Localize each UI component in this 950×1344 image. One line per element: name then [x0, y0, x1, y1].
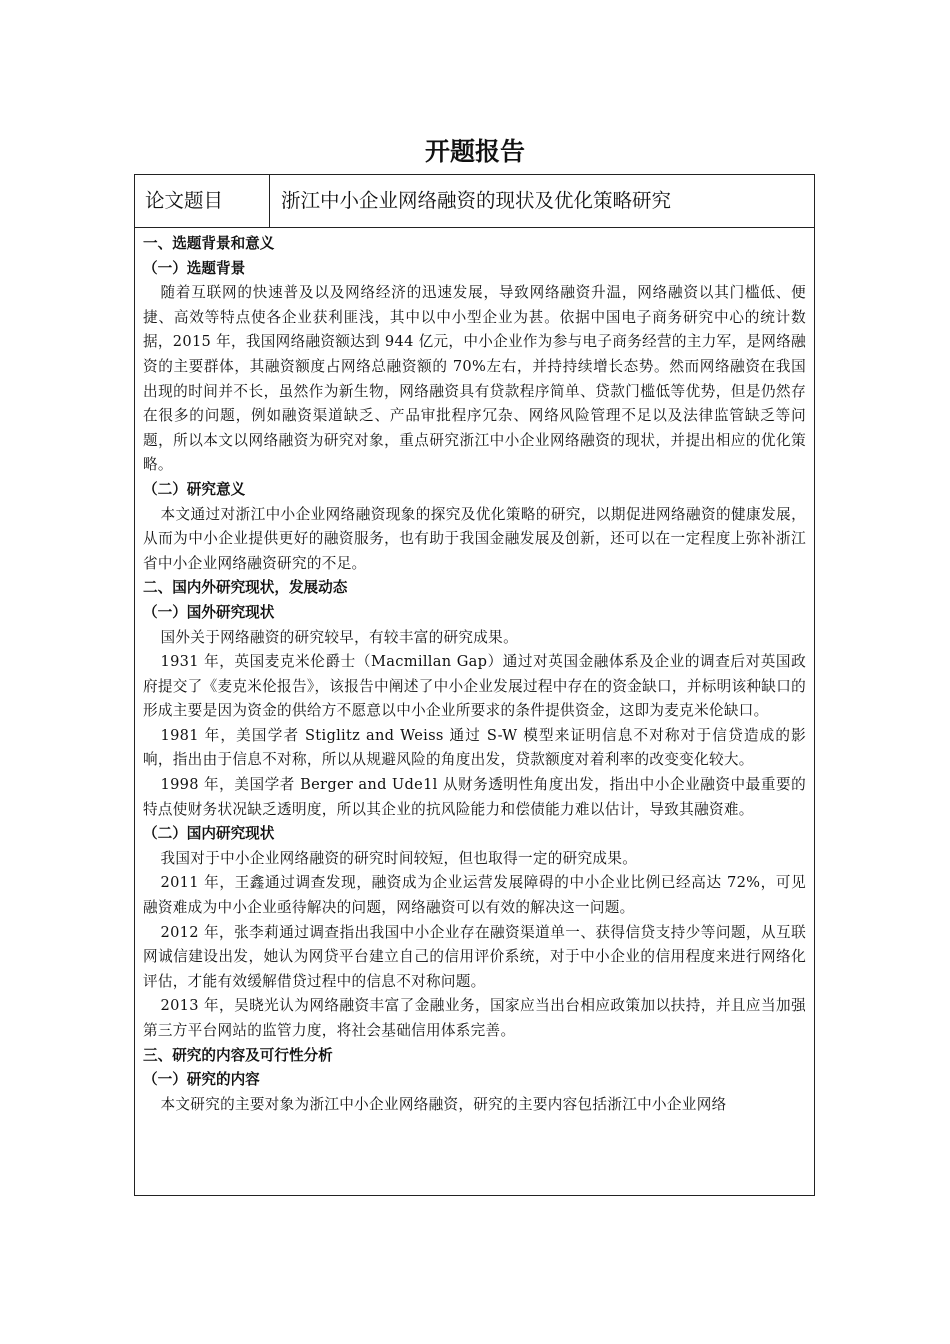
subsection-heading-foreign-research: （一）国外研究现状 [143, 603, 275, 621]
topic-row [135, 175, 814, 228]
document-title: 开题报告 [424, 137, 525, 166]
subsection-heading-background: （一）选题背景 [143, 259, 246, 277]
report-body [135, 228, 814, 1117]
subsection-heading-significance: （二）研究意义 [143, 480, 246, 498]
paragraph: 本文通过对浙江中小企业网络融资现象的探究及优化策略的研究，以期促进网络融资的健康发展，从而为中小企业提供更好的融资服务，也有助于我国金融发展及创新，还可以在一定程度上弥补浙江省中小企业网络融资研究的不足。 [143, 505, 806, 572]
paragraph: 1981 年，美国学者 Stiglitz and Weiss 通过 S-W 模型来证明信息不对称对于信贷造成的影响，指出由于信息不对称，所以从规避风险的角度出发，贷款额度对着利率的改变变化较大。 [143, 726, 806, 769]
paragraph: 2013 年，吴晓光认为网络融资丰富了金融业务，国家应当出台相应政策加以扶持，并且应当加强第三方平台网站的监管力度，将社会基础信用体系完善。 [143, 997, 806, 1039]
topic-value: 浙江中小企业网络融资的现状及优化策略研究 [281, 189, 672, 212]
paragraph: 国外关于网络融资的研究较早，有较丰富的研究成果。 [160, 628, 518, 646]
section-heading-content-feasibility: 三、研究的内容及可行性分析 [143, 1046, 333, 1064]
section-heading-background-significance: 一、选题背景和意义 [143, 235, 275, 252]
paragraph: 本文研究的主要对象为浙江中小企业网络融资，研究的主要内容包括浙江中小企业网络 [160, 1095, 727, 1113]
topic-label: 论文题目 [135, 175, 270, 227]
section-heading-research-status: 二、国内外研究现状，发展动态 [143, 579, 348, 597]
subsection-heading-content: （一）研究的内容 [143, 1071, 260, 1089]
paragraph: 我国对于中小企业网络融资的研究时间较短，但也取得一定的研究成果。 [160, 849, 638, 867]
paragraph: 1931 年，英国麦克米伦爵士（Macmillan Gap）通过对英国金融体系及企业的调查后对英国政府提交了《麦克米伦报告》，该报告中阐述了中小企业发展过程中存在的资金缺口，并标明该种缺口的形成主要是因为资金的供给方不愿意以中小企业所要求的条件提供资金，这即为麦克米伦缺口。 [143, 653, 806, 720]
subsection-heading-domestic-research: （二）国内研究现状 [143, 825, 275, 843]
paragraph: 2012 年，张李莉通过调查指出我国中小企业存在融资渠道单一、获得信贷支持少等问题，从互联网诚信建设出发，她认为网贷平台建立自己的信用评价系统，对于中小企业的信用程度来进行网络化评估，才能有效缓解借贷过程中的信息不对称问题。 [143, 923, 806, 990]
report-table [134, 174, 815, 1196]
paragraph: 随着互联网的快速普及以及网络经济的迅速发展，导致网络融资升温，网络融资以其门槛低、便捷、高效等特点使各企业获利匪浅，其中以中小型企业为甚。依据中国电子商务研究中心的统计数据，2015 年，我国网络融资额达到 944 亿元，中小企业作为参与电子商务经营的主力军，是网络融资的主要群体，其融资额度占网络总融资额的 70%左右，并持持续增长态势。然而网络融资在我国出现的时间并不长，虽然作为新生物，网络融资具有贷款程序简单、贷款门槛低等优势，但是仍然存在很多的问题，例如融资渠道缺乏、产品审批程序冗杂、网络风险管理不足以及法律监管缺乏等问题，所以本文以网络融资为研究对象，重点研究浙江中小企业网络融资的现状，并提出相应的优化策略。 [143, 284, 806, 474]
paragraph: 2011 年，王鑫通过调查发现，融资成为企业运营发展障碍的中小企业比例已经高达 72%，可见融资难成为中小企业亟待解决的问题，网络融资可以有效的解决这一问题。 [143, 874, 806, 917]
paragraph: 1998 年，美国学者 Berger and Ude1l 从财务透明性角度出发，指出中小企业融资中最重要的特点使财务状况缺乏透明度，所以其企业的抗风险能力和偿债能力难以估计，导致其融资难。 [143, 776, 806, 818]
